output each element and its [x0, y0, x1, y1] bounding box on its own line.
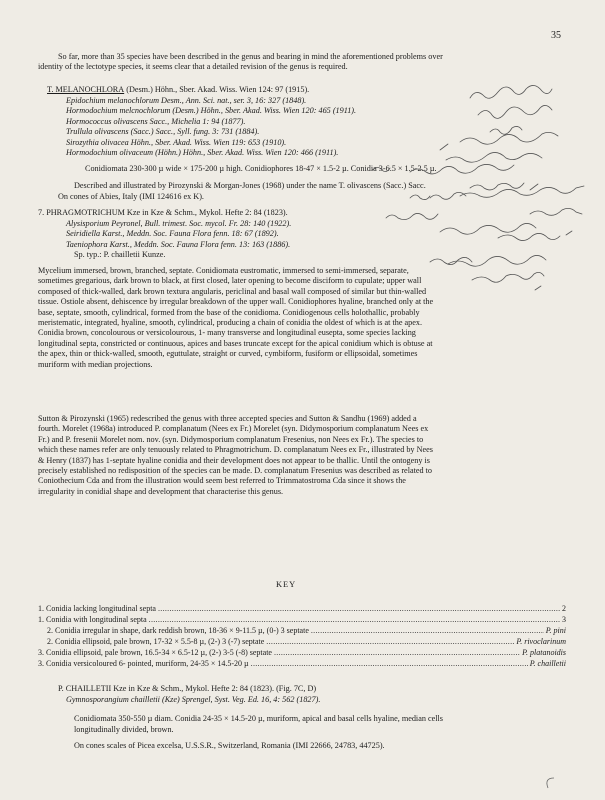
synonym-6: Hormodochium olivaceum (Höhn.) Höhn., Sber. Akad. Wiss. Wien 120: 466 (1911). — [66, 148, 339, 157]
key-result: P. pini — [545, 626, 566, 635]
species-citation: (Desm.) Höhn., Sber. Akad. Wiss. Wien 124: 97 (1915). — [126, 85, 310, 94]
paragraph-line: precisely established no redisposition of the species can be made. D. complanatum Fresenius was described as related to — [38, 466, 433, 476]
key-label: 3. Conidia versicoloured 6- pointed, muriform, 24-35 × 14.5-20 µ — [38, 659, 249, 668]
key-row — [38, 604, 566, 614]
species-citation: Kze in Kze & Schm., Mykol. Hefte 2: 84 (1823). (Fig. 7C, D) — [113, 684, 317, 693]
description-line-1: Described and illustrated by Pirozynski & Morgan-Jones (1968) under the name T. olivascens (Sacc.) Sacc. — [74, 181, 426, 190]
paragraph-line: Fr.) and P. fresenii Morelet nom. nov. (syn. Didymosporium complanatum Fresenius, non Nees ex Fr.). The species to — [38, 434, 424, 444]
pencil-mark — [540, 772, 570, 792]
key-result: 3 — [562, 615, 566, 624]
paragraph-line: composed of thick-walled, dark brown textura angularis, periclinal and basal wall composed of similar but thin-walled — [38, 286, 427, 296]
description-line-2: longitudinally divided, brown. — [74, 724, 174, 734]
key-row — [38, 648, 566, 658]
species-name: T. MELANOCHLORA — [47, 85, 125, 94]
key-result: P. chailletii — [529, 659, 566, 668]
key-label: 1. Conidia with longitudinal septa — [38, 615, 147, 624]
genus-synonym-1: Alysisporium Peyronel, Bull. trimest. Soc. mycol. Fr. 28: 140 (1922). — [66, 218, 292, 228]
type-species: Sp. typ.: P. chailletii Kunze. — [74, 250, 166, 259]
intro-line-2: identity of the lectotype species, it seems clear that a detailed revision of the genus is required. — [38, 62, 348, 71]
paragraph-line: meristematic, integrated, hyaline, smooth, cylindrical, producing a chain of conidia the oldest of which is at the apex. — [38, 318, 423, 328]
paragraph-line: base, septate, smooth, cylindrical, formed from the base of the conidioma. Conidiogenous cells holothallic, probably — [38, 307, 420, 317]
key-leader — [311, 626, 544, 636]
paragraph-line: Coniothecium Cda and from the illustration would seem best referred to Trimmatostroma Cda since it shows the — [38, 476, 406, 486]
genus-synonym-2: Seiridiella Karst., Meddn. Soc. Fauna Flora fenn. 18: 67 (1892). — [66, 229, 279, 238]
species-heading — [58, 684, 316, 694]
synonym-5: Sirozythia olivacea Höhn., Sber. Akad. Wiss. Wien 119: 653 (1910). — [66, 137, 287, 147]
paragraph-line: sometimes gregarious, dark brown to black, at first closed, later opening to become disciform to cupulate; upper wall — [38, 276, 422, 286]
synonym-3: Hormococcus olivascens Sacc., Michelia 1: 94 (1877). — [66, 116, 246, 126]
synonym-2: Hormodochium melcnochlorum (Desm.) Höhn., Sber. Akad. Wiss. Wien 120: 465 (1911). — [66, 106, 357, 115]
description-line-1: Conidiomata 350-550 µ diam. Conidia 24-35 × 14.5-20 µ, muriform, apical and basal cells hyaline, median cells — [74, 714, 443, 723]
paragraph-line: longitudinal septa, constricted or continuous, apices and bases truncate except for the apical conidium which is obtuse at — [38, 338, 433, 348]
paragraph-line: the apex, thin or thick-walled, smooth, eguttulate, straight or curved, cymbiform, fusiform or ellipsoidal, sometimes — [38, 349, 418, 359]
paragraph-line: irregularity in conidial shape and development that characterise this genus. — [38, 486, 284, 496]
page-number: 35 — [551, 30, 561, 41]
key-title: KEY — [276, 580, 297, 589]
paragraph-line: tissue. Ostiole absent, dehiscence by irregular breakdown of the upper wall. Conidiophores hyaline, branched only at the — [38, 297, 434, 307]
key-leader — [266, 637, 514, 647]
key-row — [47, 626, 566, 636]
key-result: P. platanoidis — [522, 648, 566, 657]
key-row — [47, 637, 566, 647]
genus-synonym-3: Taeniophora Karst., Meddn. Soc. Fauna Flora fenn. 13: 163 (1886). — [66, 239, 291, 249]
species-name: P. CHAILLETII — [58, 684, 112, 693]
paragraph-line: Sutton & Pirozynski (1965) redescribed the genus with three accepted species and Sutton & Sandhu (1969) added a — [38, 414, 417, 423]
key-label: 1. Conidia lacking longitudinal septa — [38, 604, 156, 613]
paragraph-line: Mycelium immersed, brown, branched, septate. Conidiomata eustromatic, immersed to semi-immersed, separate, — [38, 266, 409, 275]
key-label: 2. Conidia ellipsoid, pale brown, 17-32 × 5.5-8 µ, (2-) 3 (-7) septate — [47, 637, 265, 646]
conidiomata-measurements: Conidiomata 230-300 µ wide × 175-200 µ high. Conidiophores 18-47 × 1.5-2 µ. Conidia 3-6.5 × 1.5-2.5 µ. — [85, 164, 437, 173]
paragraph-line: fourth. Morelet (1968a) introduced P. complanatum (Nees ex Fr.) Morelet (syn. Didymosporium complanatum Nees ex — [38, 424, 429, 434]
key-leader — [251, 659, 528, 669]
key-leader — [274, 648, 520, 658]
paragraph-line: Conidia brown, concolourous or versicolourous, 1- many transverse and longitudinal eusepta, some species lacking — [38, 328, 416, 338]
paragraph-line: muriform with median projections. — [38, 359, 153, 369]
key-result: P. rivoclarinum — [516, 637, 566, 646]
paragraph-line: & Henry (1837) has 1-septate hyaline conidia and their development does not appear to be thallic. Until the ontogeny is — [38, 455, 430, 465]
key-row — [38, 615, 566, 625]
description-line-2: On cones of Abies, Italy (IMI 124616 ex K). — [58, 191, 204, 201]
key-leader — [149, 615, 560, 625]
key-result: 2 — [562, 604, 566, 613]
genus-heading: 7. PHRAGMOTRICHUM Kze in Kze & Schm., Mykol. Hefte 2: 84 (1823). — [38, 208, 288, 217]
description-paragraph — [38, 266, 568, 370]
intro-line-1: So far, more than 35 species have been described in the genus and bearing in mind the aforementioned problems over — [58, 52, 443, 61]
synonym-4: Trullula olivascens (Sacc.) Sacc., Syll. fung. 3: 731 (1884). — [66, 127, 260, 136]
paragraph-line: which these names refer are only tenuously related to Phragmotrichum. D. complanatum Nees ex Fr., illustrated by Nees — [38, 445, 433, 455]
key-label: 3. Conidia ellipsoid, pale brown, 16.5-34 × 6.5-12 µ, (2-) 3-5 (-8) septate — [38, 648, 272, 657]
discussion-paragraph — [38, 414, 568, 497]
key-label: 2. Conidia irregular in shape, dark reddish brown, 18-36 × 9-11.5 µ, (0-) 3 septate — [47, 626, 309, 635]
synonym-1: Gymnosporangium chailletii (Kze) Sprengel, Syst. Veg. Ed. 16, 4: 562 (1827). — [66, 694, 321, 704]
key-leader — [158, 604, 560, 614]
synonym-1: Epidochium melanochlorum Desm., Ann. Sci. nat., ser. 3, 16: 327 (1848). — [66, 95, 307, 105]
cones-record: On cones scales of Picea excelsa, U.S.S.R., Switzerland, Romania (IMI 22666, 24783, 44725). — [74, 741, 385, 750]
key-row — [38, 659, 566, 669]
